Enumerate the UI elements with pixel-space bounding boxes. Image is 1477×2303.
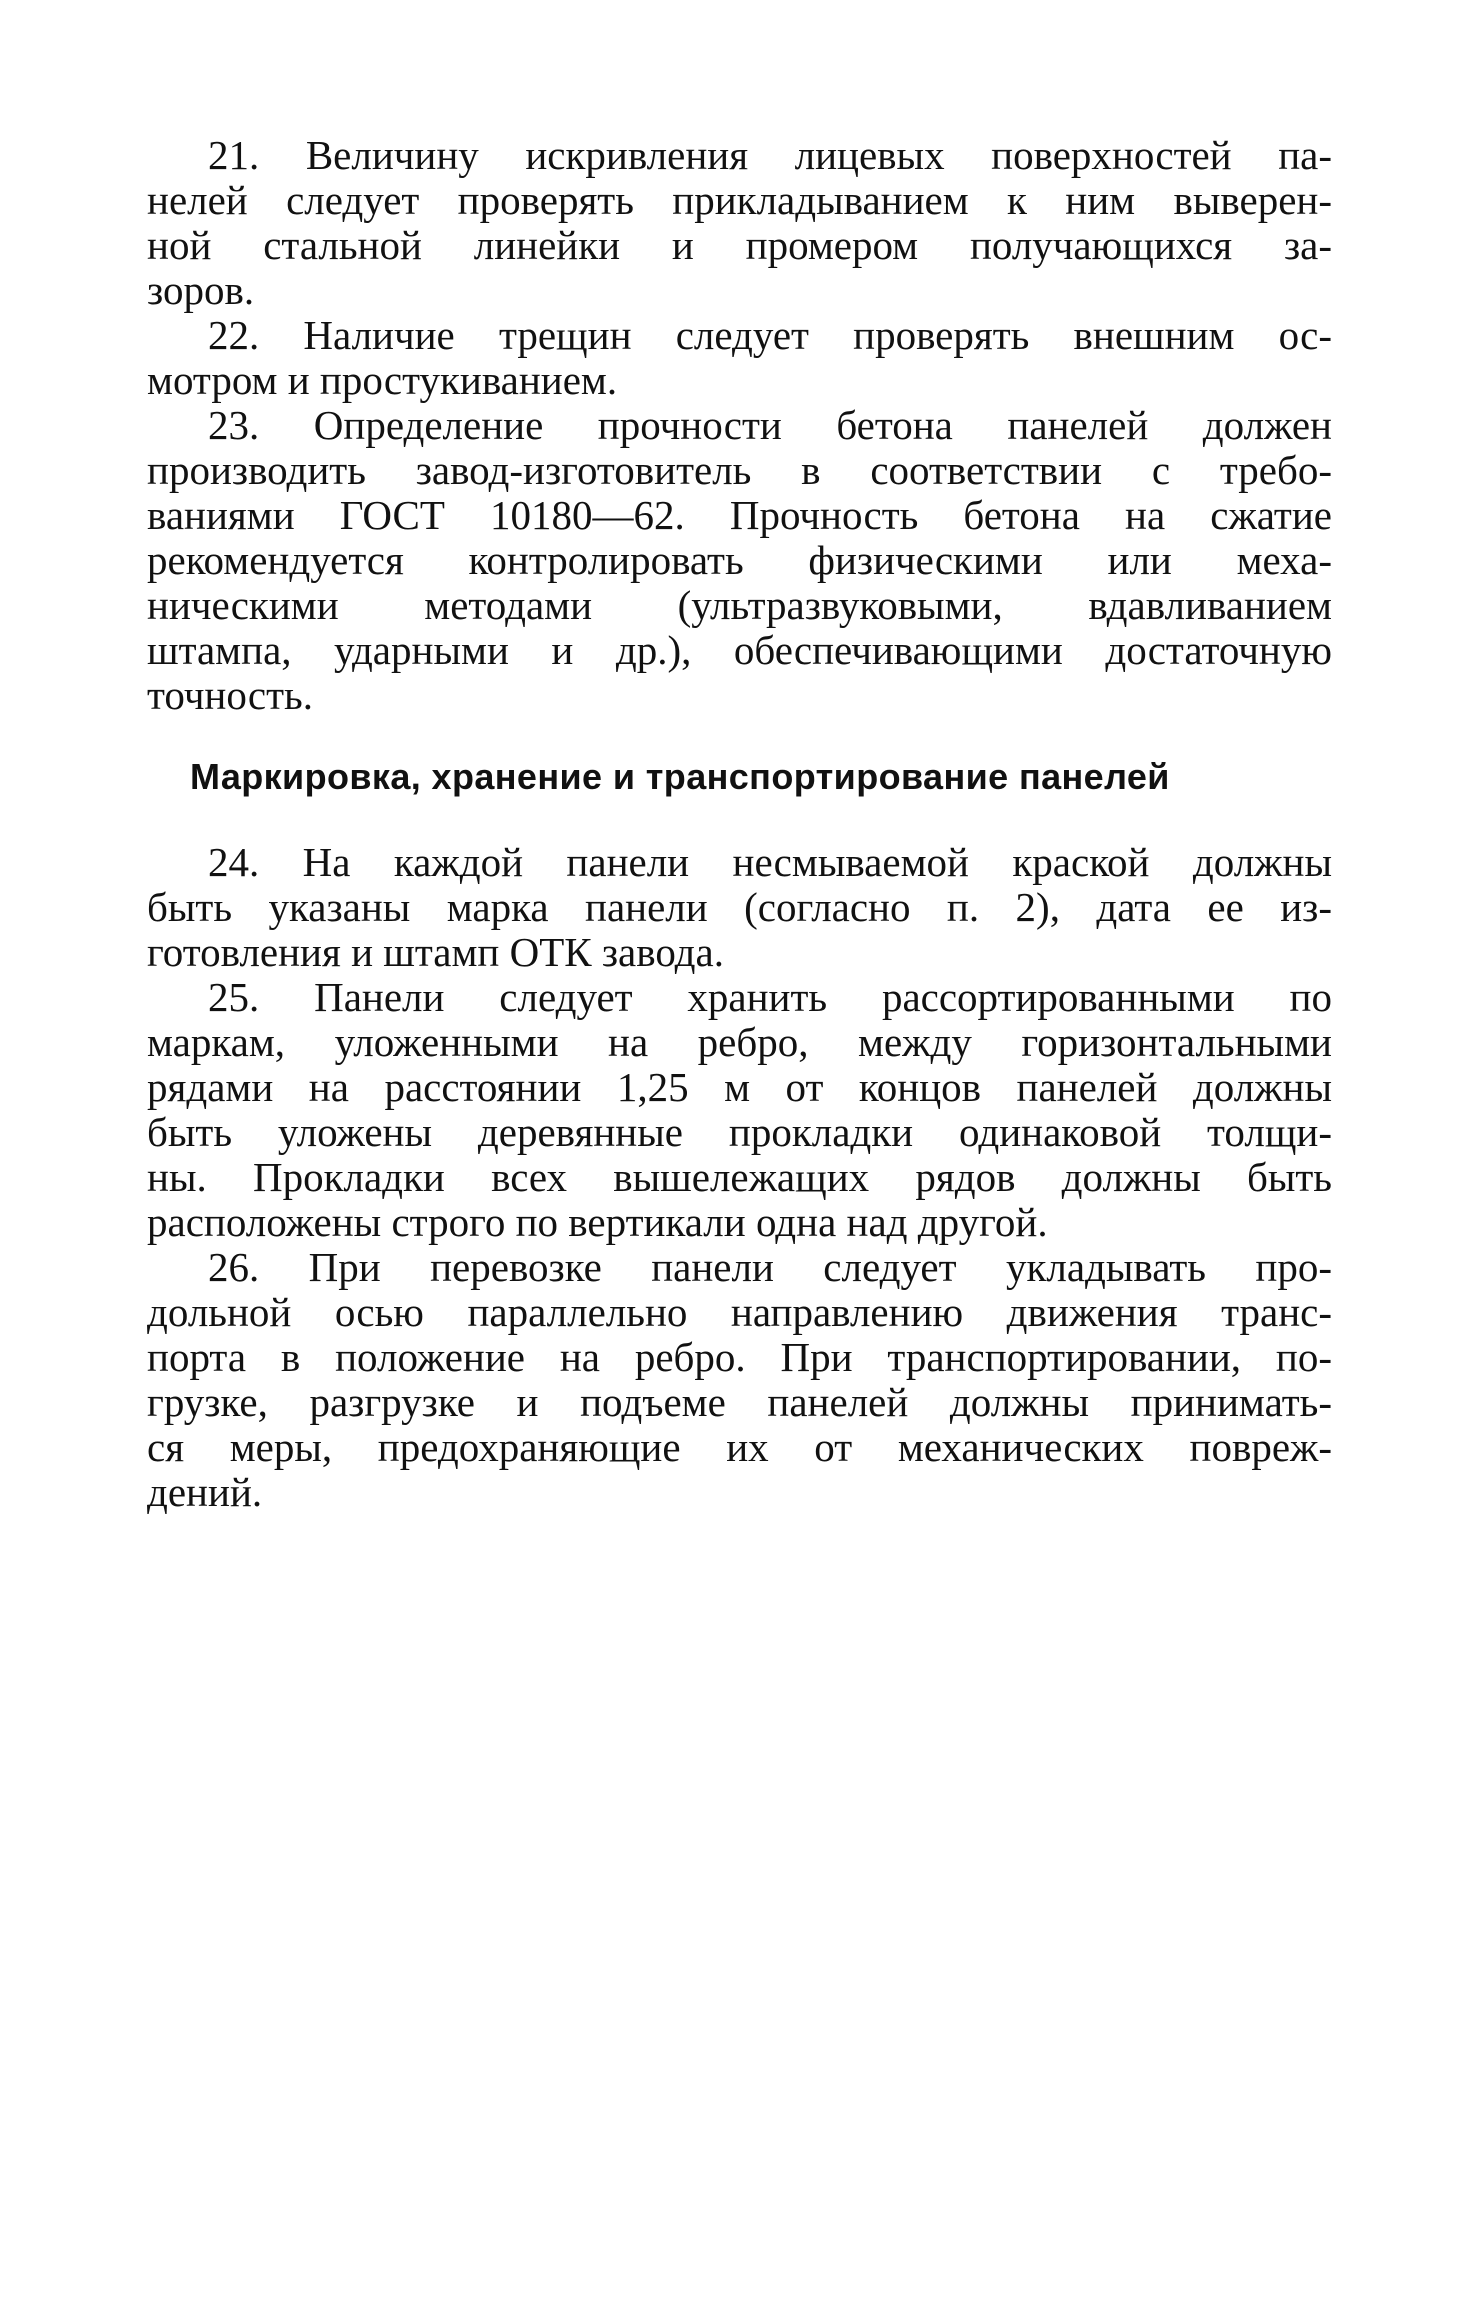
paragraph-line: ническими методами (ультразвуковыми, вдавливанием — [147, 582, 1332, 628]
paragraph-line: готовления и штамп ОТК завода. — [147, 929, 724, 975]
section-top — [147, 133, 1332, 718]
paragraph-line: дольной осью параллельно направлению движения транс- — [147, 1289, 1332, 1335]
paragraph-line: грузке, разгрузке и подъеме панелей должны принимать- — [147, 1379, 1332, 1425]
paragraph-line: мотром и простукиванием. — [147, 357, 618, 403]
paragraph-23 — [147, 403, 1332, 718]
paragraph-line: маркам, уложенными на ребро, между горизонтальными — [147, 1019, 1332, 1065]
paragraph-line: нелей следует проверять прикладыванием к ним выверен- — [147, 177, 1332, 223]
paragraph-line: ной стальной линейки и промером получающихся за- — [147, 222, 1332, 268]
paragraph-line: рядами на расстоянии 1,25 м от концов панелей должны — [147, 1064, 1332, 1110]
paragraph-22 — [147, 313, 1332, 403]
paragraph-line: расположены строго по вертикали одна над другой. — [147, 1199, 1048, 1245]
paragraph-line: дений. — [147, 1469, 263, 1515]
section-heading: Маркировка, хранение и транспортирование панелей — [190, 756, 1170, 797]
paragraph-line: быть указаны марка панели (согласно п. 2), дата ее из- — [147, 884, 1332, 930]
section-bottom — [147, 840, 1332, 1515]
paragraph-line: 22. Наличие трещин следует проверять внешним ос- — [208, 312, 1332, 358]
paragraph-line: штампа, ударными и др.), обеспечивающими достаточную — [147, 627, 1332, 673]
paragraph-25 — [147, 975, 1332, 1245]
paragraph-line: производить завод-изготовитель в соответствии с требо- — [147, 447, 1332, 493]
paragraph-line: 25. Панели следует хранить рассортированными по — [208, 974, 1332, 1020]
paragraph-line: 23. Определение прочности бетона панелей должен — [208, 402, 1332, 448]
paragraph-21 — [147, 133, 1332, 313]
paragraph-line: ны. Прокладки всех вышележащих рядов должны быть — [147, 1154, 1332, 1200]
paragraph-line: точность. — [147, 672, 313, 718]
paragraph-line: 26. При перевозке панели следует укладывать про- — [208, 1244, 1332, 1290]
paragraph-line: 24. На каждой панели несмываемой краской должны — [208, 839, 1332, 885]
paragraph-line: зоров. — [147, 267, 255, 313]
paragraph-line: ся меры, предохраняющие их от механических повреж- — [147, 1424, 1332, 1470]
paragraph-26 — [147, 1245, 1332, 1515]
paragraph-line: быть уложены деревянные прокладки одинаковой толщи- — [147, 1109, 1332, 1155]
paragraph-line: порта в положение на ребро. При транспортировании, по- — [147, 1334, 1332, 1380]
paragraph-24 — [147, 840, 1332, 975]
paragraph-line: ваниями ГОСТ 10180—62. Прочность бетона на сжатие — [147, 492, 1332, 538]
paragraph-line: рекомендуется контролировать физическими или меха- — [147, 537, 1332, 583]
paragraph-line: 21. Величину искривления лицевых поверхностей па- — [208, 132, 1332, 178]
